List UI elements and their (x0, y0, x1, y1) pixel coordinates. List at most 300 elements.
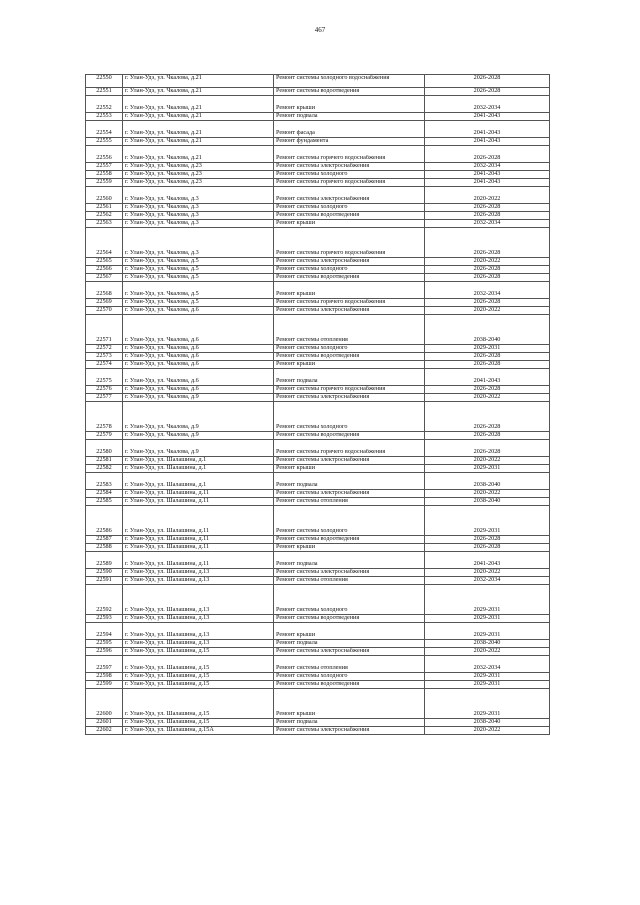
spacer-cell (425, 187, 550, 196)
work-type-cell: Ремонт системы водоотведения (274, 432, 425, 440)
spacer-cell (274, 552, 425, 561)
spacer-cell (274, 473, 425, 482)
work-type-cell: Ремонт системы электроснабжения (274, 196, 425, 204)
table-row (86, 171, 550, 179)
period-cell: 2038-2040 (425, 498, 550, 506)
table-row (86, 163, 550, 171)
period-cell: 2026-2028 (425, 75, 550, 88)
period-cell: 2032-2034 (425, 163, 550, 171)
period-cell: 2038-2040 (425, 640, 550, 648)
work-type-cell: Ремонт системы электроснабжения (274, 258, 425, 266)
record-number: 22561 (86, 204, 123, 212)
address-cell: г. Улан-Удэ, ул. Чкалова, д.5 (123, 299, 274, 307)
address-cell: г. Улан-Удэ, ул. Чкалова, д.3 (123, 212, 274, 220)
table-row (86, 220, 550, 228)
spacer-cell (123, 187, 274, 196)
table-row (86, 632, 550, 640)
work-type-cell: Ремонт системы горячего водоснабжения (274, 250, 425, 258)
address-cell: г. Улан-Удэ, ул. Чкалова, д.6 (123, 353, 274, 361)
period-cell: 2020-2022 (425, 307, 550, 315)
record-number: 22574 (86, 361, 123, 369)
work-type-cell: Ремонт подвала (274, 378, 425, 386)
work-type-cell: Ремонт системы горячего водоснабжения (274, 179, 425, 187)
work-type-cell: Ремонт системы водоотведения (274, 88, 425, 96)
record-number: 22573 (86, 353, 123, 361)
spacer-cell (425, 315, 550, 337)
record-number: 22584 (86, 490, 123, 498)
spacer-cell (123, 585, 274, 607)
address-cell: г. Улан-Удэ, ул. Чкалова, д.6 (123, 378, 274, 386)
spacer-cell (425, 282, 550, 291)
record-number: 22555 (86, 138, 123, 146)
spacer-cell (86, 402, 123, 424)
record-number: 22588 (86, 544, 123, 552)
table-row (86, 465, 550, 473)
address-cell: г. Улан-Удэ, ул. Чкалова, д.21 (123, 75, 274, 88)
spacer-cell (425, 473, 550, 482)
spacer-row (86, 187, 550, 196)
table-row (86, 719, 550, 727)
work-type-cell: Ремонт системы электроснабжения (274, 569, 425, 577)
record-number: 22587 (86, 536, 123, 544)
period-cell: 2041-2043 (425, 130, 550, 138)
spacer-cell (274, 656, 425, 665)
spacer-row (86, 146, 550, 155)
table-row (86, 424, 550, 432)
period-cell: 2038-2040 (425, 337, 550, 345)
record-number: 22557 (86, 163, 123, 171)
spacer-cell (86, 585, 123, 607)
record-number: 22569 (86, 299, 123, 307)
address-cell: г. Улан-Удэ, ул. Шалашина, д.13 (123, 607, 274, 615)
table-row (86, 353, 550, 361)
record-number: 22560 (86, 196, 123, 204)
address-cell: г. Улан-Удэ, ул. Шалашина, д.15 (123, 665, 274, 673)
period-cell: 2020-2022 (425, 727, 550, 735)
address-cell: г. Улан-Удэ, ул. Чкалова, д.6 (123, 307, 274, 315)
spacer-cell (86, 96, 123, 105)
address-cell: г. Улан-Удэ, ул. Шалашина, д.11 (123, 561, 274, 569)
period-cell: 2026-2028 (425, 88, 550, 96)
work-type-cell: Ремонт крыши (274, 361, 425, 369)
period-cell: 2032-2034 (425, 291, 550, 299)
spacer-cell (86, 315, 123, 337)
spacer-cell (86, 282, 123, 291)
table-row (86, 113, 550, 121)
record-number: 22598 (86, 673, 123, 681)
period-cell: 2041-2043 (425, 138, 550, 146)
spacer-cell (425, 689, 550, 711)
address-cell: г. Улан-Удэ, ул. Шалашина, д.11 (123, 490, 274, 498)
work-type-cell: Ремонт крыши (274, 105, 425, 113)
address-cell: г. Улан-Удэ, ул. Чкалова, д.6 (123, 337, 274, 345)
table-row (86, 345, 550, 353)
work-type-cell: Ремонт крыши (274, 220, 425, 228)
address-cell: г. Улан-Удэ, ул. Шалашина, д.13 (123, 577, 274, 585)
table-row (86, 615, 550, 623)
table-row (86, 432, 550, 440)
table-row (86, 673, 550, 681)
work-type-cell: Ремонт подвала (274, 719, 425, 727)
address-cell: г. Улан-Удэ, ул. Чкалова, д.5 (123, 274, 274, 282)
work-type-cell: Ремонт системы горячего водоснабжения (274, 386, 425, 394)
work-type-cell: Ремонт фасада (274, 130, 425, 138)
table-row (86, 196, 550, 204)
work-type-cell: Ремонт фундамента (274, 138, 425, 146)
table-row (86, 75, 550, 88)
spacer-cell (425, 96, 550, 105)
address-cell: г. Улан-Удэ, ул. Чкалова, д.3 (123, 220, 274, 228)
spacer-cell (86, 552, 123, 561)
record-number: 22554 (86, 130, 123, 138)
address-cell: г. Улан-Удэ, ул. Чкалова, д.3 (123, 250, 274, 258)
period-cell: 2020-2022 (425, 258, 550, 266)
record-number: 22578 (86, 424, 123, 432)
record-number: 22576 (86, 386, 123, 394)
table-row (86, 105, 550, 113)
address-cell: г. Улан-Удэ, ул. Шалашина, д.1 (123, 465, 274, 473)
spacer-row (86, 402, 550, 424)
work-type-cell: Ремонт системы горячего водоснабжения (274, 299, 425, 307)
spacer-cell (123, 440, 274, 449)
spacer-row (86, 585, 550, 607)
period-cell: 2026-2028 (425, 274, 550, 282)
record-number: 22571 (86, 337, 123, 345)
work-type-cell: Ремонт системы электроснабжения (274, 163, 425, 171)
table-row (86, 138, 550, 146)
period-cell: 2026-2028 (425, 299, 550, 307)
work-type-cell: Ремонт крыши (274, 544, 425, 552)
table-row (86, 640, 550, 648)
table-row (86, 681, 550, 689)
record-number: 22551 (86, 88, 123, 96)
address-cell: г. Улан-Удэ, ул. Чкалова, д.21 (123, 138, 274, 146)
address-cell: г. Улан-Удэ, ул. Чкалова, д.21 (123, 105, 274, 113)
spacer-row (86, 315, 550, 337)
table-row (86, 337, 550, 345)
period-cell: 2041-2043 (425, 113, 550, 121)
address-cell: г. Улан-Удэ, ул. Шалашина, д.11 (123, 498, 274, 506)
address-cell: г. Улан-Удэ, ул. Чкалова, д.3 (123, 204, 274, 212)
spacer-cell (86, 440, 123, 449)
record-number: 22568 (86, 291, 123, 299)
period-cell: 2041-2043 (425, 179, 550, 187)
period-cell: 2032-2034 (425, 105, 550, 113)
record-number: 22602 (86, 727, 123, 735)
work-type-cell: Ремонт системы электроснабжения (274, 307, 425, 315)
period-cell: 2026-2028 (425, 432, 550, 440)
table-row (86, 274, 550, 282)
period-cell: 2020-2022 (425, 394, 550, 402)
record-number: 22599 (86, 681, 123, 689)
address-cell: г. Улан-Удэ, ул. Чкалова, д.9 (123, 394, 274, 402)
spacer-cell (123, 282, 274, 291)
spacer-cell (274, 121, 425, 130)
record-number: 22562 (86, 212, 123, 220)
table-row (86, 665, 550, 673)
spacer-cell (123, 369, 274, 378)
table-row (86, 482, 550, 490)
address-cell: г. Улан-Удэ, ул. Шалашина, д.15 (123, 673, 274, 681)
period-cell: 2032-2034 (425, 577, 550, 585)
work-type-cell: Ремонт системы водоотведения (274, 212, 425, 220)
spacer-cell (274, 506, 425, 528)
record-number: 22564 (86, 250, 123, 258)
spacer-cell (86, 369, 123, 378)
spacer-cell (425, 552, 550, 561)
table-row (86, 130, 550, 138)
address-cell: г. Улан-Удэ, ул. Чкалова, д.21 (123, 130, 274, 138)
table-row (86, 727, 550, 735)
address-cell: г. Улан-Удэ, ул. Шалашина, д.15 (123, 711, 274, 719)
table-row (86, 88, 550, 96)
work-type-cell: Ремонт системы холодного (274, 204, 425, 212)
work-type-cell: Ремонт системы холодного (274, 171, 425, 179)
period-cell: 2038-2040 (425, 482, 550, 490)
record-number: 22594 (86, 632, 123, 640)
spacer-cell (274, 282, 425, 291)
spacer-cell (425, 369, 550, 378)
work-type-cell: Ремонт подвала (274, 561, 425, 569)
period-cell: 2026-2028 (425, 536, 550, 544)
period-cell: 2032-2034 (425, 665, 550, 673)
period-cell: 2026-2028 (425, 361, 550, 369)
record-number: 22559 (86, 179, 123, 187)
record-number: 22582 (86, 465, 123, 473)
work-type-cell: Ремонт системы отопления (274, 665, 425, 673)
record-number: 22556 (86, 155, 123, 163)
page-number: 467 (314, 26, 326, 34)
work-type-cell: Ремонт системы электроснабжения (274, 648, 425, 656)
table-row (86, 299, 550, 307)
record-number: 22585 (86, 498, 123, 506)
spacer-cell (425, 623, 550, 632)
spacer-row (86, 506, 550, 528)
spacer-cell (123, 96, 274, 105)
record-number: 22577 (86, 394, 123, 402)
work-type-cell: Ремонт системы холодного (274, 424, 425, 432)
address-cell: г. Улан-Удэ, ул. Шалашина, д.1 (123, 482, 274, 490)
table-row (86, 291, 550, 299)
spacer-cell (425, 121, 550, 130)
table-row (86, 307, 550, 315)
spacer-cell (274, 146, 425, 155)
work-type-cell: Ремонт подвала (274, 113, 425, 121)
spacer-cell (274, 369, 425, 378)
table-row (86, 577, 550, 585)
period-cell: 2026-2028 (425, 353, 550, 361)
period-cell: 2029-2031 (425, 465, 550, 473)
address-cell: г. Улан-Удэ, ул. Чкалова, д.5 (123, 266, 274, 274)
spacer-cell (86, 228, 123, 250)
address-cell: г. Улан-Удэ, ул. Чкалова, д.21 (123, 88, 274, 96)
record-number: 22590 (86, 569, 123, 577)
address-cell: г. Улан-Удэ, ул. Шалашина, д.13 (123, 615, 274, 623)
table-row (86, 449, 550, 457)
period-cell: 2026-2028 (425, 204, 550, 212)
period-cell: 2026-2028 (425, 544, 550, 552)
period-cell: 2032-2034 (425, 220, 550, 228)
spacer-cell (86, 656, 123, 665)
record-number: 22601 (86, 719, 123, 727)
work-type-cell: Ремонт системы водоотведения (274, 353, 425, 361)
table-row (86, 212, 550, 220)
address-cell: г. Улан-Удэ, ул. Шалашина, д.15А (123, 727, 274, 735)
spacer-cell (123, 315, 274, 337)
period-cell: 2026-2028 (425, 449, 550, 457)
spacer-row (86, 552, 550, 561)
record-number: 22597 (86, 665, 123, 673)
period-cell: 2026-2028 (425, 386, 550, 394)
record-number: 22565 (86, 258, 123, 266)
record-number: 22595 (86, 640, 123, 648)
work-type-cell: Ремонт крыши (274, 465, 425, 473)
spacer-cell (274, 187, 425, 196)
table-row (86, 155, 550, 163)
spacer-cell (123, 506, 274, 528)
period-cell: 2026-2028 (425, 266, 550, 274)
spacer-row (86, 656, 550, 665)
record-number: 22583 (86, 482, 123, 490)
record-number: 22579 (86, 432, 123, 440)
address-cell: г. Улан-Удэ, ул. Чкалова, д.23 (123, 163, 274, 171)
record-number: 22581 (86, 457, 123, 465)
address-cell: г. Улан-Удэ, ул. Шалашина, д.15 (123, 648, 274, 656)
spacer-row (86, 121, 550, 130)
table-row (86, 250, 550, 258)
work-type-cell: Ремонт системы водоотведения (274, 681, 425, 689)
address-cell: г. Улан-Удэ, ул. Чкалова, д.9 (123, 449, 274, 457)
spacer-cell (86, 146, 123, 155)
record-number: 22566 (86, 266, 123, 274)
period-cell: 2026-2028 (425, 250, 550, 258)
spacer-cell (123, 146, 274, 155)
table-row (86, 569, 550, 577)
work-type-cell: Ремонт системы водоотведения (274, 536, 425, 544)
work-type-cell: Ремонт системы горячего водоснабжения (274, 155, 425, 163)
table-row (86, 179, 550, 187)
work-type-cell: Ремонт системы холодного (274, 607, 425, 615)
spacer-cell (274, 585, 425, 607)
period-cell: 2041-2043 (425, 171, 550, 179)
repair-schedule-table (85, 74, 550, 735)
period-cell: 2029-2031 (425, 615, 550, 623)
spacer-cell (123, 689, 274, 711)
address-cell: г. Улан-Удэ, ул. Чкалова, д.3 (123, 196, 274, 204)
period-cell: 2038-2040 (425, 719, 550, 727)
address-cell: г. Улан-Удэ, ул. Шалашина, д.13 (123, 632, 274, 640)
address-cell: г. Улан-Удэ, ул. Чкалова, д.21 (123, 113, 274, 121)
address-cell: г. Улан-Удэ, ул. Чкалова, д.21 (123, 155, 274, 163)
address-cell: г. Улан-Удэ, ул. Шалашина, д.11 (123, 544, 274, 552)
address-cell: г. Улан-Удэ, ул. Шалашина, д.11 (123, 528, 274, 536)
address-cell: г. Улан-Удэ, ул. Шалашина, д.13 (123, 569, 274, 577)
period-cell: 2029-2031 (425, 345, 550, 353)
record-number: 22567 (86, 274, 123, 282)
address-cell: г. Улан-Удэ, ул. Чкалова, д.5 (123, 291, 274, 299)
spacer-cell (123, 228, 274, 250)
record-number: 22589 (86, 561, 123, 569)
period-cell: 2020-2022 (425, 648, 550, 656)
work-type-cell: Ремонт системы холодного (274, 673, 425, 681)
table-row (86, 648, 550, 656)
work-type-cell: Ремонт системы горячего водоснабжения (274, 449, 425, 457)
spacer-cell (274, 228, 425, 250)
work-type-cell: Ремонт крыши (274, 632, 425, 640)
address-cell: г. Улан-Удэ, ул. Шалашина, д.1 (123, 457, 274, 465)
period-cell: 2029-2031 (425, 607, 550, 615)
spacer-row (86, 440, 550, 449)
address-cell: г. Улан-Удэ, ул. Чкалова, д.23 (123, 179, 274, 187)
period-cell: 2029-2031 (425, 673, 550, 681)
spacer-cell (274, 402, 425, 424)
spacer-cell (86, 187, 123, 196)
work-type-cell: Ремонт системы электроснабжения (274, 727, 425, 735)
table-row (86, 361, 550, 369)
address-cell: г. Улан-Удэ, ул. Чкалова, д.6 (123, 345, 274, 353)
spacer-cell (123, 402, 274, 424)
table-row (86, 561, 550, 569)
table-row (86, 498, 550, 506)
work-type-cell: Ремонт крыши (274, 291, 425, 299)
spacer-cell (425, 402, 550, 424)
work-type-cell: Ремонт подвала (274, 482, 425, 490)
spacer-cell (425, 228, 550, 250)
spacer-cell (425, 440, 550, 449)
address-cell: г. Улан-Удэ, ул. Шалашина, д.13 (123, 640, 274, 648)
spacer-row (86, 228, 550, 250)
period-cell: 2020-2022 (425, 490, 550, 498)
period-cell: 2026-2028 (425, 212, 550, 220)
table-row (86, 378, 550, 386)
work-type-cell: Ремонт системы холодного водоснабжения (274, 75, 425, 88)
address-cell: г. Улан-Удэ, ул. Чкалова, д.6 (123, 386, 274, 394)
spacer-cell (123, 656, 274, 665)
spacer-cell (274, 623, 425, 632)
spacer-cell (123, 623, 274, 632)
work-type-cell: Ремонт крыши (274, 711, 425, 719)
work-type-cell: Ремонт системы электроснабжения (274, 457, 425, 465)
address-cell: г. Улан-Удэ, ул. Чкалова, д.23 (123, 171, 274, 179)
work-type-cell: Ремонт системы отопления (274, 577, 425, 585)
table-row (86, 490, 550, 498)
spacer-cell (86, 473, 123, 482)
spacer-cell (86, 689, 123, 711)
table-row (86, 536, 550, 544)
record-number: 22550 (86, 75, 123, 88)
period-cell: 2020-2022 (425, 196, 550, 204)
spacer-row (86, 369, 550, 378)
table-row (86, 266, 550, 274)
table-row (86, 394, 550, 402)
table-row (86, 457, 550, 465)
record-number: 22558 (86, 171, 123, 179)
table-row (86, 258, 550, 266)
table-row (86, 607, 550, 615)
address-cell: г. Улан-Удэ, ул. Шалашина, д.15 (123, 719, 274, 727)
record-number: 22572 (86, 345, 123, 353)
work-type-cell: Ремонт системы отопления (274, 337, 425, 345)
record-number: 22570 (86, 307, 123, 315)
table-row (86, 711, 550, 719)
work-type-cell: Ремонт системы холодного (274, 266, 425, 274)
spacer-row (86, 282, 550, 291)
record-number: 22575 (86, 378, 123, 386)
work-type-cell: Ремонт системы отопления (274, 498, 425, 506)
work-type-cell: Ремонт системы холодного (274, 345, 425, 353)
table-row (86, 386, 550, 394)
repair-schedule-body (86, 75, 550, 735)
